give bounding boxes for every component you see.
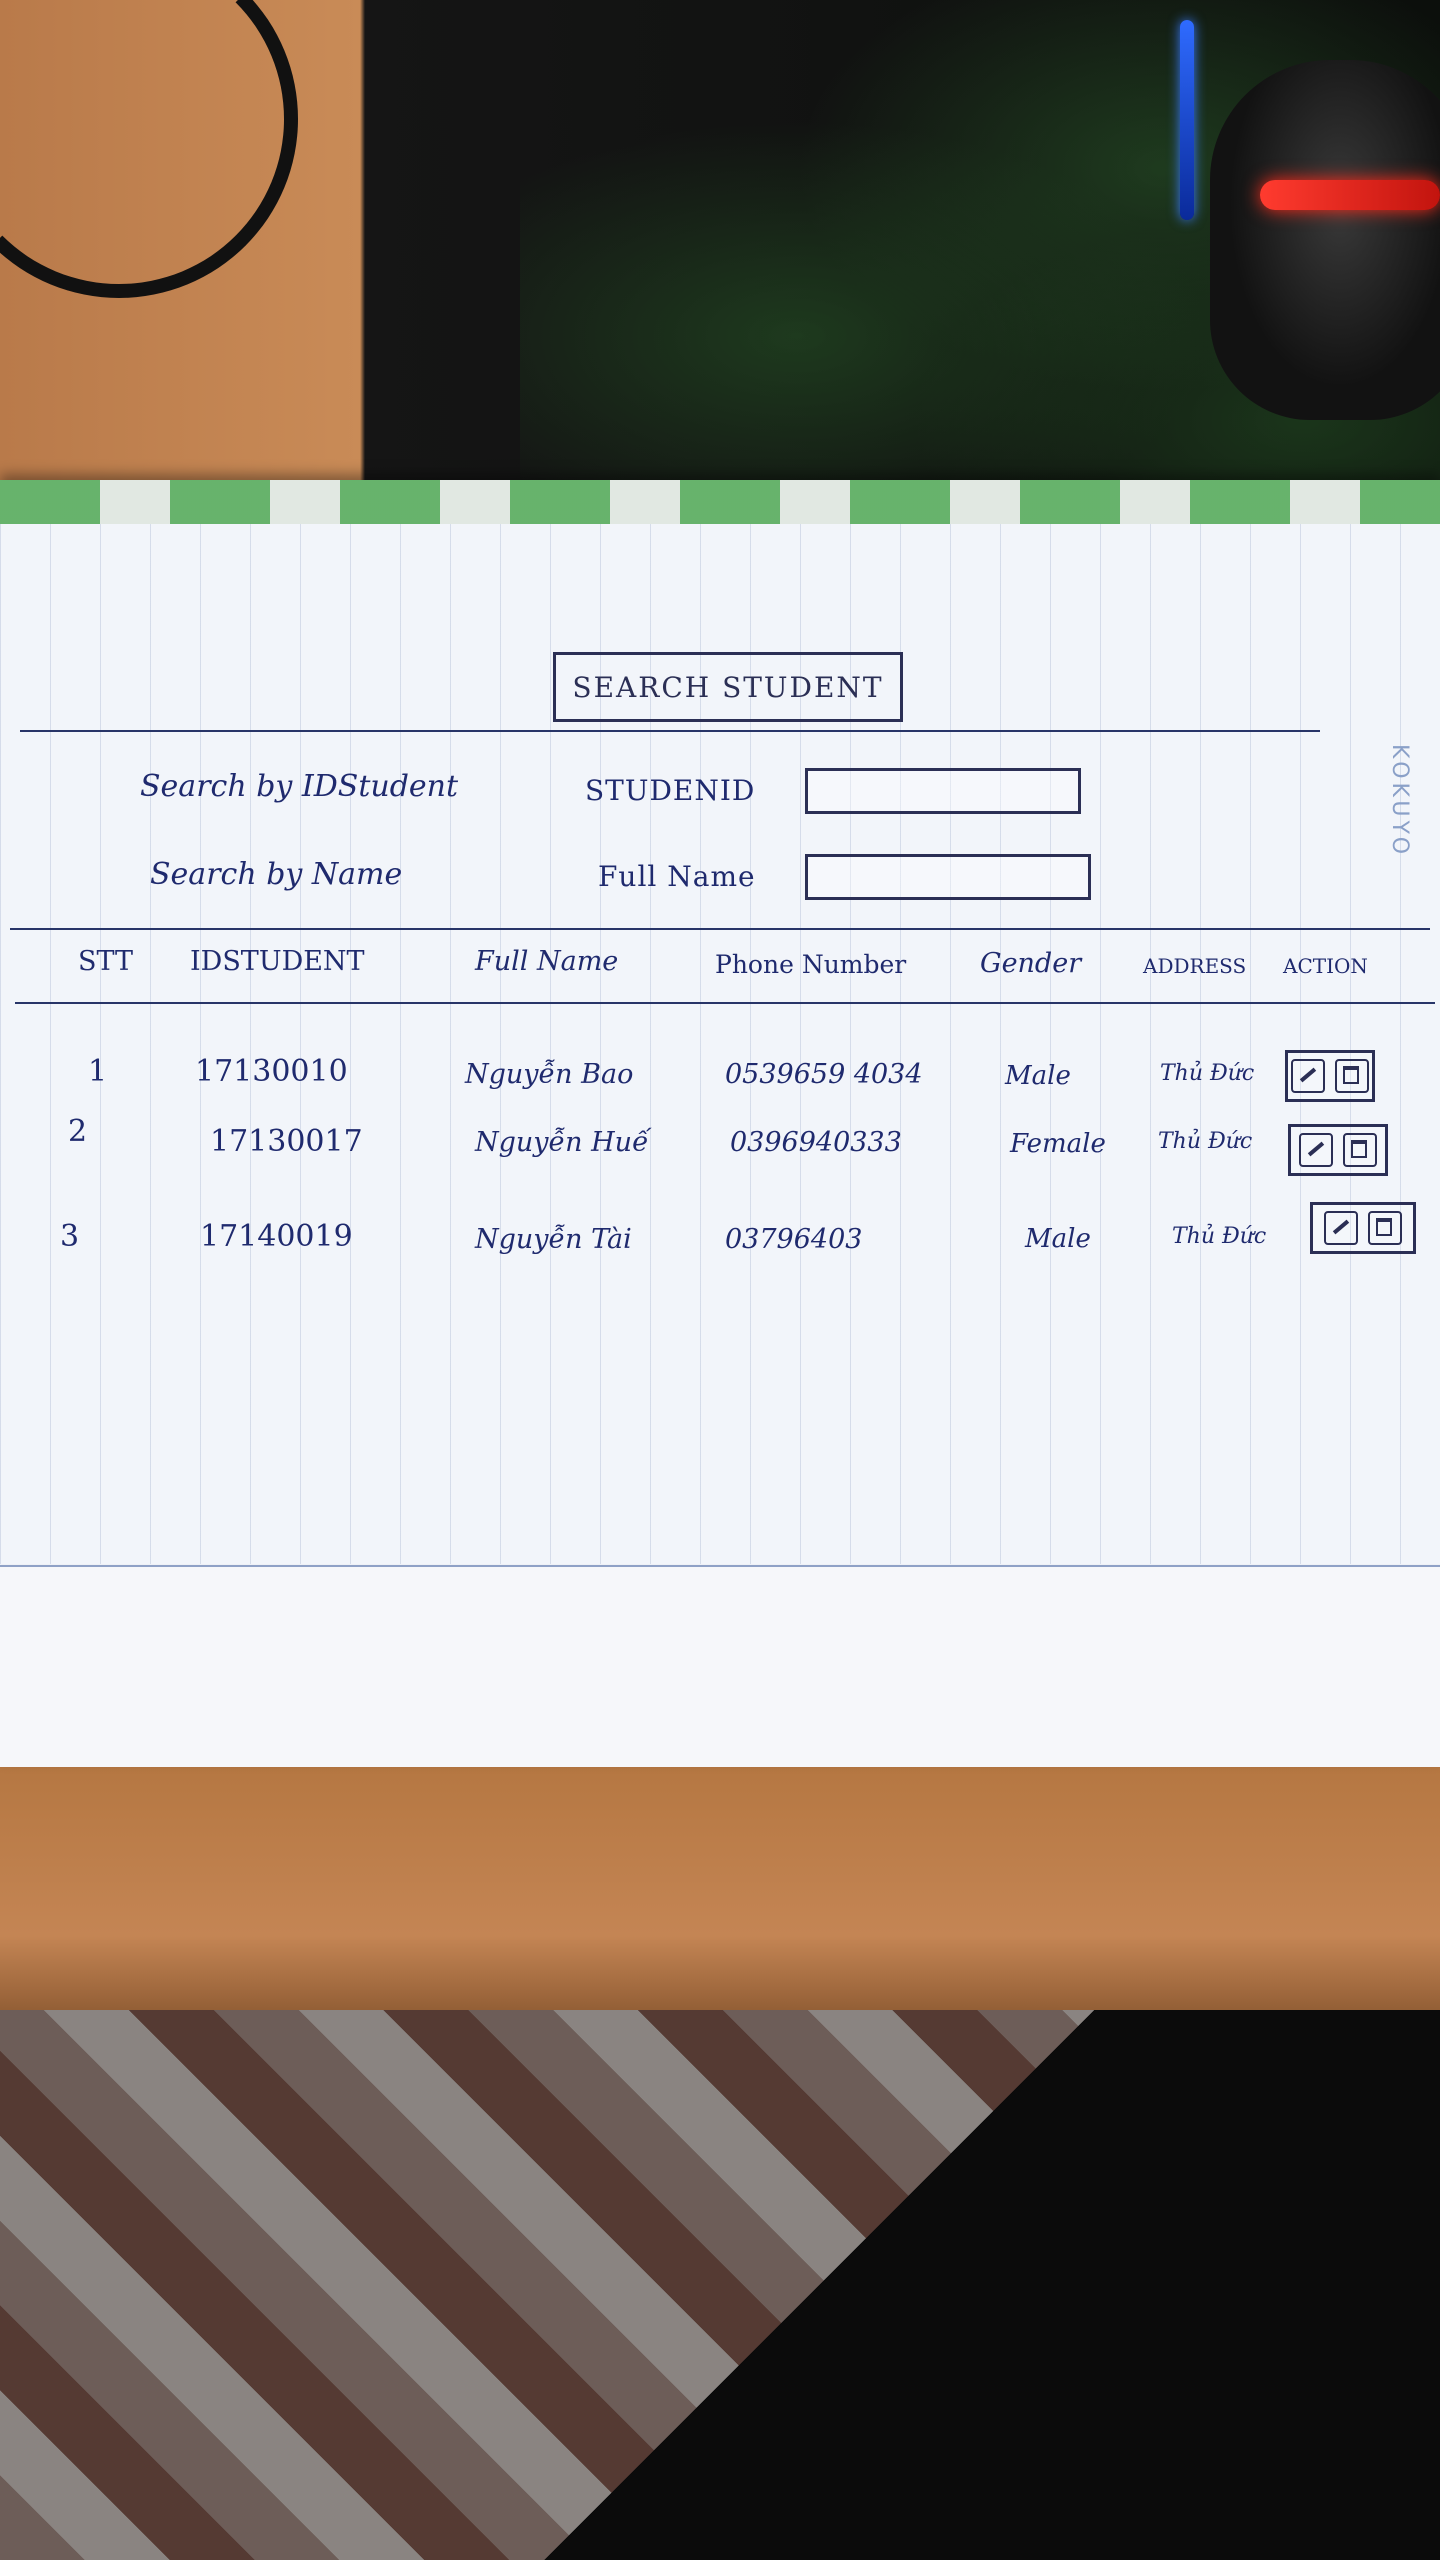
edit-icon[interactable] xyxy=(1324,1211,1358,1245)
full-name-input[interactable] xyxy=(805,854,1091,900)
row-stt: 2 xyxy=(68,1114,88,1149)
row-action-group xyxy=(1310,1202,1416,1254)
edit-icon[interactable] xyxy=(1299,1133,1333,1167)
search-by-id-label: Search by IDStudent xyxy=(140,769,459,804)
edit-icon[interactable] xyxy=(1291,1059,1325,1093)
header-address: ADDRESS xyxy=(1143,954,1247,978)
row-address: Thủ Đức xyxy=(1172,1224,1267,1249)
row-gender: Male xyxy=(1005,1061,1071,1091)
page-title: SEARCH STUDENT xyxy=(553,652,903,722)
row-phone: 0539659 4034 xyxy=(725,1059,923,1090)
row-full-name: Nguyễn Bao xyxy=(465,1059,634,1090)
row-gender: Male xyxy=(1025,1224,1091,1254)
desk-background-bottom xyxy=(0,1740,1440,2020)
row-action-group xyxy=(1285,1050,1375,1102)
row-stt: 3 xyxy=(60,1219,80,1254)
header-idstudent: IDSTUDENT xyxy=(190,946,365,977)
ruled-area xyxy=(0,524,1440,1564)
search-by-name-label: Search by Name xyxy=(150,857,403,892)
floor xyxy=(0,2010,1440,2560)
header-gender: Gender xyxy=(980,948,1082,979)
row-stt: 1 xyxy=(88,1054,108,1089)
mouse-light-blue xyxy=(1180,20,1194,220)
row-phone: 0396940333 xyxy=(730,1127,902,1158)
notebook-binding xyxy=(0,480,1440,524)
row-full-name: Nguyễn Huế xyxy=(475,1127,649,1158)
header-divider xyxy=(20,730,1320,732)
computer-mouse xyxy=(1210,60,1440,420)
row-gender: Female xyxy=(1010,1129,1106,1159)
row-address: Thủ Đức xyxy=(1160,1061,1255,1086)
row-id: 17140019 xyxy=(200,1219,353,1254)
brand-mark: KOKUYO xyxy=(1387,744,1412,859)
header-stt: STT xyxy=(78,946,134,977)
delete-icon[interactable] xyxy=(1343,1133,1377,1167)
header-phone-number: Phone Number xyxy=(715,950,907,979)
header-full-name: Full Name xyxy=(475,946,619,977)
row-full-name: Nguyễn Tài xyxy=(475,1224,632,1255)
delete-icon[interactable] xyxy=(1335,1059,1369,1093)
header-action: ACTION xyxy=(1283,954,1368,978)
search-divider xyxy=(10,928,1430,930)
paper-bottom-margin xyxy=(0,1565,1440,1767)
table-header-divider xyxy=(15,1002,1435,1004)
mouse-light-red xyxy=(1260,180,1440,210)
row-id: 17130010 xyxy=(195,1054,348,1089)
student-id-input[interactable] xyxy=(805,768,1081,814)
row-address: Thủ Đức xyxy=(1158,1129,1253,1154)
delete-icon[interactable] xyxy=(1368,1211,1402,1245)
student-id-label: STUDENID xyxy=(585,774,756,807)
row-phone: 03796403 xyxy=(725,1224,863,1255)
row-action-group xyxy=(1288,1124,1388,1176)
notebook-paper xyxy=(0,480,1440,1765)
full-name-label: Full Name xyxy=(598,860,756,893)
row-id: 17130017 xyxy=(210,1124,363,1159)
